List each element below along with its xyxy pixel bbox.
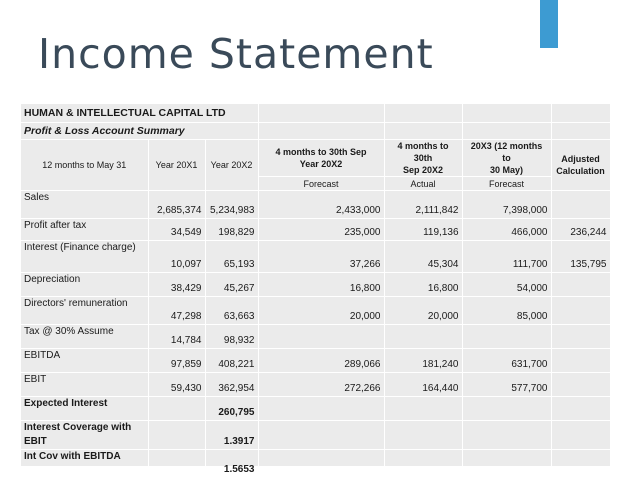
cell-adj — [551, 421, 610, 450]
sub-forecast-4m: Forecast — [258, 177, 384, 191]
cell-fc3: 85,000 — [462, 297, 551, 325]
cell-y2: 408,221 — [205, 349, 258, 373]
cell-fc3: 54,000 — [462, 273, 551, 297]
cell-fc1 — [258, 325, 384, 349]
cell-y1: 47,298 — [148, 297, 205, 325]
row-label: Directors' remuneration — [21, 297, 148, 325]
row-label: Depreciation — [21, 273, 148, 297]
row-label: Tax @ 30% Assume — [21, 325, 148, 349]
cell-adj — [551, 191, 610, 219]
cell-fc1: 235,000 — [258, 219, 384, 241]
table-row — [21, 325, 610, 349]
row-label: EBITDA — [21, 349, 148, 373]
cell-fc1: 20,000 — [258, 297, 384, 325]
slide-title: Income Statement — [38, 30, 434, 78]
cell-adj: 135,795 — [551, 241, 610, 273]
cell-fc1 — [258, 421, 384, 450]
cell-y1: 10,097 — [148, 241, 205, 273]
cell-fc3 — [462, 450, 551, 478]
cell-y2: 45,267 — [205, 273, 258, 297]
header-period: 12 months to May 31 — [21, 140, 148, 191]
cell-y1: 34,549 — [148, 219, 205, 241]
cell-y1 — [148, 397, 205, 421]
cell-act: 16,800 — [384, 273, 462, 297]
header-adjusted: Adjusted Calculation — [551, 140, 610, 191]
cell-adj — [551, 397, 610, 421]
cell-fc1: 37,266 — [258, 241, 384, 273]
sub-actual-4m: Actual — [384, 177, 462, 191]
cell-y1: 97,859 — [148, 349, 205, 373]
cell-act: 181,240 — [384, 349, 462, 373]
cell-y2: 98,932 — [205, 325, 258, 349]
cell-act: 2,111,842 — [384, 191, 462, 219]
cell-fc3 — [462, 397, 551, 421]
cell-adj — [551, 297, 610, 325]
cell-act — [384, 450, 462, 478]
cell-adj — [551, 450, 610, 478]
table-row — [21, 297, 610, 325]
header-year-1: Year 20X1 — [148, 140, 205, 191]
summary-title: Profit & Loss Account Summary — [21, 123, 258, 140]
cell-fc3 — [462, 421, 551, 450]
cell-y2: 1.3917 — [205, 421, 258, 450]
cell-y1: 2,685,374 — [148, 191, 205, 219]
table-row — [21, 450, 610, 478]
cell-act — [384, 325, 462, 349]
cell-adj — [551, 373, 610, 397]
cell-fc3 — [462, 325, 551, 349]
cell-act — [384, 421, 462, 450]
cell-y2: 5,234,983 — [205, 191, 258, 219]
cell-fc3: 631,700 — [462, 349, 551, 373]
cell-fc3: 7,398,000 — [462, 191, 551, 219]
cell-fc1 — [258, 397, 384, 421]
cell-fc1: 2,433,000 — [258, 191, 384, 219]
cell-y2: 1.5653 — [205, 450, 258, 478]
cell-act: 119,136 — [384, 219, 462, 241]
row-label: Sales — [21, 191, 148, 219]
cell-fc1: 16,800 — [258, 273, 384, 297]
table-row — [21, 349, 610, 373]
table-row — [21, 219, 610, 241]
row-label: Interest Coverage with EBIT — [21, 421, 148, 450]
header-forecast-4m: 4 months to 30th Sep Year 20X2 — [258, 140, 384, 177]
header-forecast-12m: 20X3 (12 months to 30 May) — [462, 140, 551, 177]
cell-adj — [551, 325, 610, 349]
cell-act: 20,000 — [384, 297, 462, 325]
cell-y1: 38,429 — [148, 273, 205, 297]
cell-fc3: 111,700 — [462, 241, 551, 273]
cell-y1 — [148, 450, 205, 478]
table-row — [21, 191, 610, 219]
cell-fc3: 577,700 — [462, 373, 551, 397]
income-table — [21, 104, 610, 475]
company-name: HUMAN & INTELLECTUAL CAPITAL LTD — [21, 104, 258, 123]
cell-fc3: 466,000 — [462, 219, 551, 241]
header-year-2: Year 20X2 — [205, 140, 258, 191]
cell-adj — [551, 349, 610, 373]
cell-y2: 63,663 — [205, 297, 258, 325]
cell-y2: 65,193 — [205, 241, 258, 273]
accent-bar — [540, 0, 558, 48]
cell-y2: 198,829 — [205, 219, 258, 241]
cell-y1: 14,784 — [148, 325, 205, 349]
cell-act: 45,304 — [384, 241, 462, 273]
row-label: Profit after tax — [21, 219, 148, 241]
cell-act — [384, 397, 462, 421]
row-label: Int Cov with EBITDA — [21, 450, 148, 478]
cell-adj: 236,244 — [551, 219, 610, 241]
cell-y1: 59,430 — [148, 373, 205, 397]
cell-y1 — [148, 421, 205, 450]
row-label: Interest (Finance charge) — [21, 241, 148, 273]
cell-fc1: 289,066 — [258, 349, 384, 373]
cell-fc1: 272,266 — [258, 373, 384, 397]
table-row — [21, 421, 610, 450]
cell-act: 164,440 — [384, 373, 462, 397]
cell-y2: 362,954 — [205, 373, 258, 397]
cell-fc1 — [258, 450, 384, 478]
cell-y2: 260,795 — [205, 397, 258, 421]
header-actual-4m: 4 months to 30th Sep 20X2 — [384, 140, 462, 177]
sub-forecast-12m: Forecast — [462, 177, 551, 191]
table-row — [21, 373, 610, 397]
table-row — [21, 241, 610, 273]
table-row — [21, 397, 610, 421]
cell-adj — [551, 273, 610, 297]
row-label: Expected Interest — [21, 397, 148, 421]
row-label: EBIT — [21, 373, 148, 397]
table-row — [21, 273, 610, 297]
